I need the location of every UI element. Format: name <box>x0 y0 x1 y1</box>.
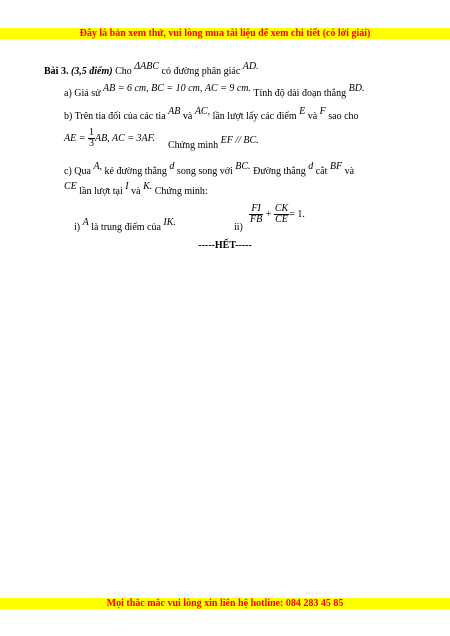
ab-length: AB = 6 cm, <box>103 83 149 94</box>
part-a-task: Tính độ dài đoạn thẳng <box>253 88 347 99</box>
part-a <box>64 83 365 99</box>
fraction-numerator: 1 <box>88 127 94 138</box>
part-c-label: c) Qua <box>64 166 91 177</box>
one-third-fraction <box>88 128 95 149</box>
sub-ii-label-wrap <box>234 222 243 233</box>
prove-label: Chứng minh <box>168 140 219 151</box>
sub-i-segment: IK. <box>163 217 176 228</box>
part-c <box>64 161 355 177</box>
sub-ii-equation <box>249 204 305 225</box>
triangle-name: ΔABC <box>134 61 160 72</box>
preview-notice-text: Đây là bản xem thử, vui lòng mua tài liệu để xem chi tiết (có lời giải) <box>79 28 371 39</box>
point-i: I <box>125 181 129 192</box>
ray-ac: AC, <box>194 106 211 117</box>
sub-i <box>74 217 176 233</box>
equals-one: = 1. <box>289 208 305 220</box>
sub-i-label: i) <box>74 222 81 233</box>
hotline-banner <box>0 598 450 609</box>
point-k: K. <box>143 181 153 192</box>
part-c-line: Đường thẳng <box>253 166 306 177</box>
part-c-parallel: song song với <box>176 166 233 177</box>
point-f: F <box>319 106 326 117</box>
part-c-and: và <box>344 166 355 177</box>
ce: CE <box>275 214 288 225</box>
part-c-draw: kẻ đường thẳng <box>104 166 167 177</box>
intro-cho: Cho <box>115 66 132 77</box>
segment-bd: BD. <box>348 83 365 94</box>
intro-rest: có đường phân giác <box>161 66 241 77</box>
segment-ce: CE <box>64 181 77 192</box>
bc-length: BC = 10 cm, <box>151 83 203 94</box>
fb: FB <box>250 214 263 225</box>
fi: FI <box>249 204 263 215</box>
bisector-name: AD. <box>242 61 259 72</box>
sub-i-point-a: A <box>82 217 89 228</box>
part-c-and2: và <box>131 186 141 197</box>
part-b-prove <box>168 135 259 151</box>
fraction-fi-fb <box>249 204 263 225</box>
part-b-label: b) Trên tia đối của các tia <box>64 111 166 122</box>
part-b-and: và <box>182 111 193 122</box>
parallel-expr: EF // BC. <box>220 135 259 146</box>
sub-ii-label: ii) <box>234 222 243 233</box>
sub-i-text: là trung điểm của <box>91 222 161 233</box>
problem-heading <box>44 61 259 77</box>
problem-points: (3,5 điểm) <box>70 66 113 77</box>
point-a: A, <box>93 161 103 172</box>
fraction-denominator: 3 <box>88 138 94 149</box>
segment-bf: BF <box>329 161 343 172</box>
part-b-such-that: sao cho <box>328 111 359 122</box>
fraction-ck-ce <box>274 204 289 225</box>
line-d2: d <box>308 161 314 172</box>
problem-label: Bài 3. <box>44 66 69 77</box>
part-b-and2: và <box>307 111 318 122</box>
ck: CK <box>274 203 289 214</box>
line-bc: BC. <box>235 161 251 172</box>
hotline-text: Mọi thắc mắc vui lòng xin liên hệ hotline: 084 283 45 85 <box>106 598 344 609</box>
part-a-label: a) Giả sử <box>64 88 101 99</box>
part-b <box>64 106 359 122</box>
plus-sign: + <box>265 208 272 220</box>
ab-ac-expr: AB, AC = 3AF. <box>94 132 155 144</box>
end-mark: -----HẾT----- <box>198 240 252 251</box>
part-c-respectively: lần lượt tại <box>79 186 123 197</box>
part-b-condition <box>64 128 155 149</box>
ae-expr: AE = <box>64 132 86 144</box>
point-e: E <box>299 106 306 117</box>
line-d: d <box>169 161 175 172</box>
preview-notice-banner <box>0 28 450 39</box>
part-c-cut: cắt <box>315 166 328 177</box>
part-c-prove: Chứng minh: <box>154 186 208 197</box>
part-c-cont <box>64 181 208 197</box>
part-b-rest: lần lượt lấy các điểm <box>212 111 297 122</box>
ac-length: AC = 9 cm. <box>204 83 252 94</box>
ray-ab: AB <box>168 106 181 117</box>
